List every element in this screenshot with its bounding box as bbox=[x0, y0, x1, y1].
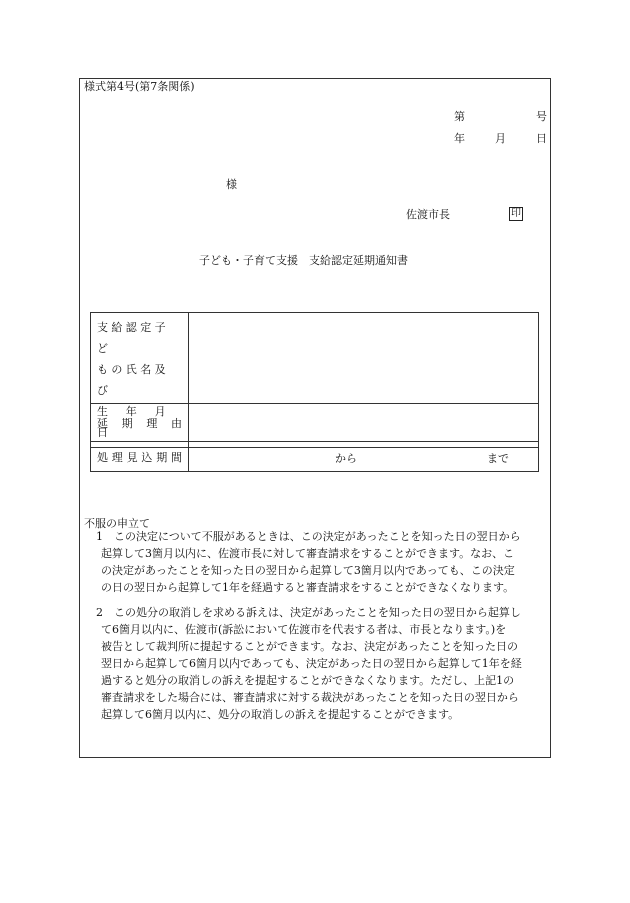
appeal-item-1-line: の決定があったことを知った日の翌日から起算して3箇月以内であっても、この決定 bbox=[101, 564, 515, 577]
doc-number-prefix: 第 bbox=[454, 110, 465, 123]
appeal-item-1 bbox=[84, 528, 521, 596]
seal-mark: 印 bbox=[511, 208, 521, 219]
form-number: 様式第4号(第7条関係) bbox=[84, 80, 195, 93]
doc-number-suffix: 号 bbox=[536, 110, 547, 123]
appeal-item-2-line: て6箇月以内に、佐渡市(訴訟において佐渡市を代表する者は、市長となります。)を bbox=[101, 623, 507, 636]
appeal-item-2-line: 翌日から起算して6箇月以内であっても、決定があった日の翌日から起算して1年を経 bbox=[101, 657, 522, 670]
appeal-item-2-line: 審査請求をした場合には、審査請求に対する裁決があったことを知った日の翌日から bbox=[101, 691, 519, 704]
period-from: から bbox=[335, 452, 357, 465]
appeal-item-2-line: 2 この処分の取消しを求める訴えは、決定があったことを知った日の翌日から起算し bbox=[96, 606, 521, 619]
appeal-item-1-line: 1 この決定について不服があるときは、この決定があったことを知った日の翌日から bbox=[96, 530, 521, 543]
appeal-item-1-line: 起算して3箇月以内に、佐渡市長に対して審査請求をすることができます。なお、こ bbox=[101, 547, 515, 560]
date-month: 月 bbox=[495, 132, 506, 145]
child-info-label-line-2: もの氏名及び bbox=[97, 363, 169, 397]
extension-table bbox=[90, 403, 539, 472]
addressee-honorific: 様 bbox=[226, 178, 237, 191]
processing-period-value bbox=[189, 442, 539, 472]
appeal-item-1-line: の日の翌日から起算して1年を経過すると審査請求をすることができなくなります。 bbox=[101, 581, 515, 594]
period-until: まで bbox=[487, 452, 509, 465]
appeal-item-2 bbox=[84, 604, 522, 723]
extension-reason-value bbox=[189, 404, 539, 442]
date-year: 年 bbox=[454, 132, 465, 145]
processing-period-label: 処理見込期間 bbox=[91, 442, 189, 472]
appeal-item-2-line: 起算して6箇月以内に、処分の取消しの訴えを提起することができます。 bbox=[101, 708, 460, 721]
appeal-heading: 不服の申立て bbox=[84, 517, 150, 530]
child-info-label-line-3: 生 年 月 日 bbox=[97, 405, 184, 439]
sender-name: 佐渡市長 bbox=[406, 208, 450, 221]
appeal-item-2-line: 被告として裁判所に提起することができます。なお、決定があったことを知った日の bbox=[101, 640, 519, 653]
document-title: 子ども・子育て支援 支給認定延期通知書 bbox=[199, 254, 408, 267]
appeal-item-2-line: 過すると処分の取消しの訴えを提起することができなくなります。ただし、上記1の bbox=[101, 674, 515, 687]
date-day: 日 bbox=[536, 132, 547, 145]
child-info-label-line-1: 支給認定子ど bbox=[97, 321, 169, 355]
extension-reason-label: 延期理由 bbox=[91, 404, 189, 442]
